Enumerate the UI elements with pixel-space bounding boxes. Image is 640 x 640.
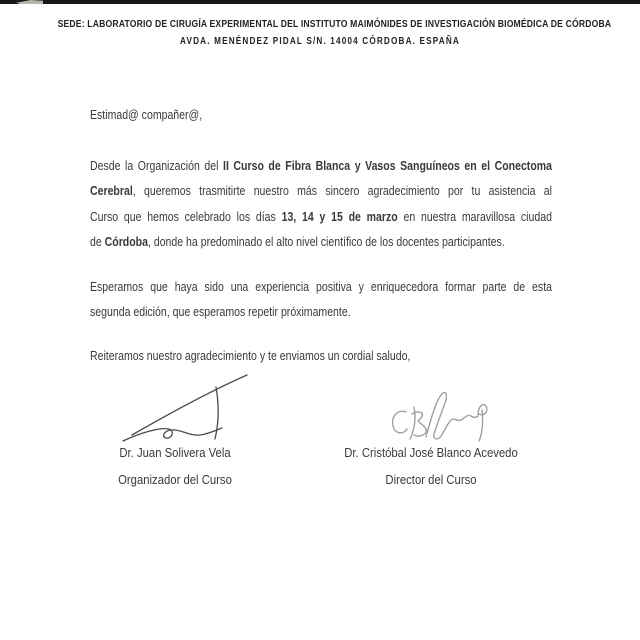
signer-name-organizer: Dr. Juan Solivera Vela bbox=[119, 445, 231, 460]
signer-name-director: Dr. Cristóbal José Blanco Acevedo bbox=[344, 445, 518, 460]
greeting: Estimad@ compañer@, bbox=[90, 107, 203, 122]
paragraph-experience: Esperamos que haya sido una experiencia positiva y enriquecedora formar parte de esta segunda edición, que esperamos repetir próximamente. bbox=[90, 279, 552, 320]
handwritten-signature-organizer bbox=[120, 372, 252, 444]
logo-fragment bbox=[16, 0, 43, 4]
paragraph-closing: Reiteramos nuestro agradecimiento y te enviamos un cordial saludo, bbox=[90, 348, 411, 363]
header-venue-line: SEDE: LABORATORIO DE CIRUGÍA EXPERIMENTAL DEL INSTITUTO MAIMÓNIDES DE INVESTIGACIÓN BIOMÉDICA DE CÓRDOBA bbox=[57, 18, 612, 30]
letter-body bbox=[90, 0, 552, 640]
signer-role-organizer: Organizador del Curso bbox=[118, 472, 232, 487]
header-address-line: AVDA. MENÉNDEZ PIDAL S/N. 14004 CÓRDOBA. ESPAÑA bbox=[180, 36, 460, 47]
signer-role-director: Director del Curso bbox=[385, 472, 477, 487]
paragraph-thanks: Desde la Organización del II Curso de Fibra Blanca y Vasos Sanguíneos en el Conectoma Cerebral, queremos trasmitirte nuestro más sincero agradecimiento por tu asistencia al Curso que hemos celebrado los días 13, 14 y 15 de marzo en nuestra maravillosa ciudad de Córdoba, donde ha predominado el alto nivel científico de los docentes participantes. bbox=[90, 158, 552, 250]
handwritten-signature-director bbox=[383, 386, 489, 444]
